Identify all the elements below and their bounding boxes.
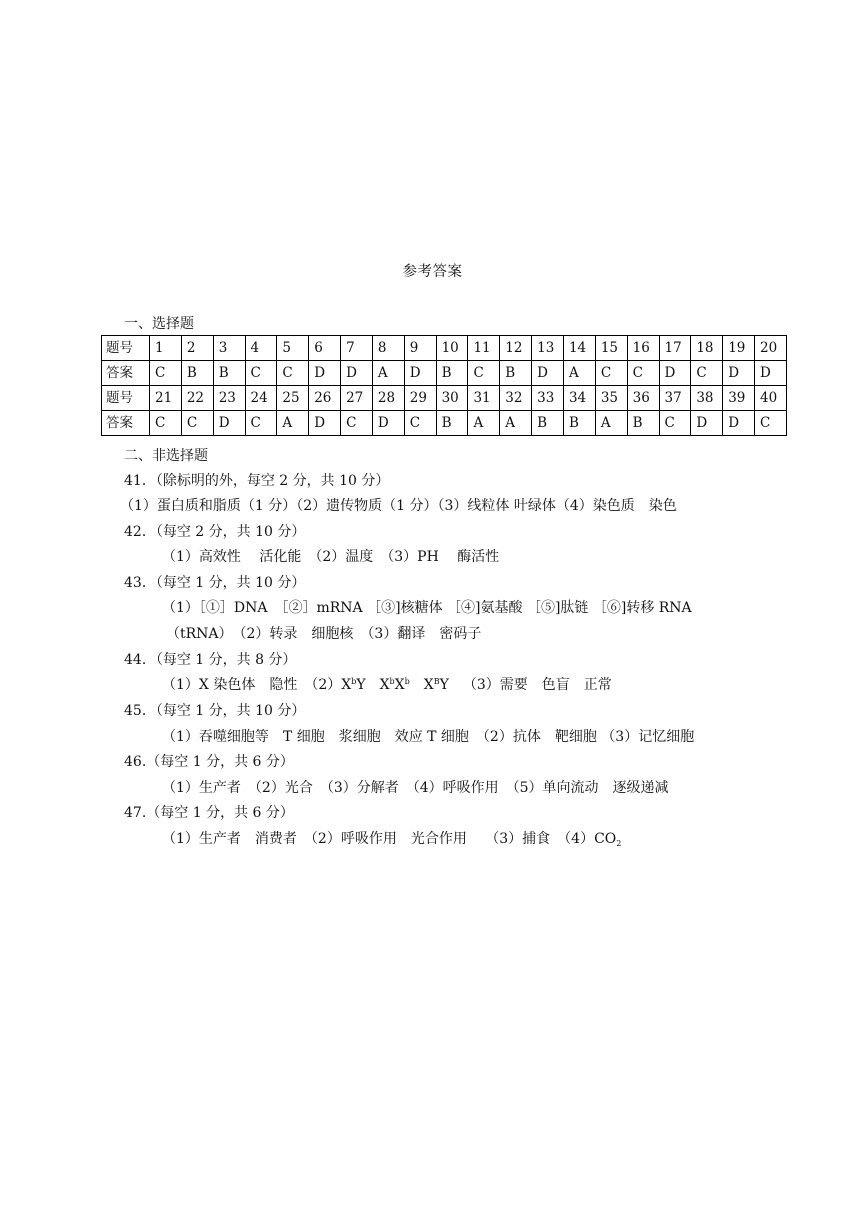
table-cell: 10 [436, 336, 468, 361]
genotype-1: $X^bY$ [341, 677, 366, 693]
table-cell: 26 [309, 386, 341, 411]
table-cell: 34 [563, 386, 595, 411]
table-cell: 13 [532, 336, 564, 361]
table-cell: A [563, 361, 595, 386]
table-cell: 16 [627, 336, 659, 361]
table-cell: C [277, 361, 309, 386]
table-cell: A [277, 411, 309, 436]
table-row [102, 336, 787, 361]
q43-answer-line2: （tRNA） （2）转录 细胞核 （3）翻译 密码子 [166, 626, 482, 642]
table-cell: 11 [468, 336, 500, 361]
table-cell: C [341, 411, 373, 436]
table-cell: B [532, 411, 564, 436]
q41-answer: （1）蛋白质和脂质（1 分）（2）遗传物质（1 分）（3）线粒体 叶绿体（4）染色质 染色 [120, 498, 677, 514]
table-cell: 32 [500, 386, 532, 411]
table-cell: 37 [659, 386, 691, 411]
q44-suffix: （3）需要 色盲 正常 [462, 677, 612, 693]
table-cell: B [500, 361, 532, 386]
table-cell: D [723, 411, 755, 436]
table-cell: 23 [213, 386, 245, 411]
table-cell: D [372, 411, 404, 436]
table-cell: 9 [404, 336, 436, 361]
table-cell: C [150, 411, 182, 436]
table-cell: 20 [755, 336, 787, 361]
table-row-label: 答案 [102, 411, 150, 436]
table-cell: 19 [723, 336, 755, 361]
table-cell: 25 [277, 386, 309, 411]
table-row-label: 答案 [102, 361, 150, 386]
table-cell: 27 [341, 386, 373, 411]
section-2-heading: 二、非选择题 [124, 448, 208, 464]
table-cell: B [181, 361, 213, 386]
table-cell: 18 [691, 336, 723, 361]
table-cell: C [659, 411, 691, 436]
table-cell: 21 [150, 386, 182, 411]
q47-text: （1）生产者 消费者 （2）呼吸作用 光合作用 （3）捕食 （4） [162, 831, 595, 847]
genotype-3: $X^BY$ [423, 677, 449, 693]
table-cell: D [691, 411, 723, 436]
table-cell: C [404, 411, 436, 436]
table-cell: C [691, 361, 723, 386]
table-cell: C [755, 411, 787, 436]
q42-header: 42．（每空 2 分，共 10 分） [124, 524, 306, 540]
table-cell: 6 [309, 336, 341, 361]
table-cell: A [500, 411, 532, 436]
table-cell: A [372, 361, 404, 386]
section-1-heading: 一、选择题 [124, 316, 194, 332]
table-cell: C [245, 411, 277, 436]
q44-answer [162, 674, 612, 694]
table-cell: C [150, 361, 182, 386]
table-cell: B [627, 411, 659, 436]
table-cell: 2 [181, 336, 213, 361]
table-cell: D [659, 361, 691, 386]
table-cell: D [341, 361, 373, 386]
table-cell: C [181, 411, 213, 436]
table-cell: 39 [723, 386, 755, 411]
table-row [102, 361, 787, 386]
table-cell: 35 [595, 386, 627, 411]
table-cell: D [404, 361, 436, 386]
answer-table [101, 335, 787, 436]
table-cell: A [595, 411, 627, 436]
table-cell: 29 [404, 386, 436, 411]
table-cell: 24 [245, 386, 277, 411]
table-cell: 17 [659, 336, 691, 361]
q45-answer: （1）吞噬细胞等 T 细胞 浆细胞 效应 T 细胞 （2）抗体 靶细胞 （3）记忆细胞 [162, 729, 695, 745]
table-cell: 28 [372, 386, 404, 411]
table-cell: 15 [595, 336, 627, 361]
table-cell: 22 [181, 386, 213, 411]
table-row [102, 386, 787, 411]
q47-answer [162, 828, 621, 848]
table-cell: B [436, 361, 468, 386]
table-row-label: 题号 [102, 336, 150, 361]
table-cell: C [595, 361, 627, 386]
page-title: 参考答案 [402, 264, 463, 280]
table-cell: D [755, 361, 787, 386]
table-cell: 12 [500, 336, 532, 361]
table-cell: 14 [563, 336, 595, 361]
table-cell: C [468, 361, 500, 386]
q43-header: 43．（每空 1 分，共 10 分） [124, 575, 306, 591]
table-cell: D [723, 361, 755, 386]
co2-formula: $CO_2$ [594, 831, 622, 848]
table-cell: 40 [755, 386, 787, 411]
table-cell: C [245, 361, 277, 386]
q46-answer: （1）生产者 （2）光合 （3）分解者 （4）呼吸作用 （5）单向流动 逐级递减 [162, 780, 669, 796]
table-cell: 1 [150, 336, 182, 361]
table-cell: 8 [372, 336, 404, 361]
table-cell: 31 [468, 386, 500, 411]
table-cell: A [468, 411, 500, 436]
table-cell: 7 [341, 336, 373, 361]
q43-answer-line1: （1）［①］DNA ［②］mRNA ［③]核糖体 ［④]氨基酸 ［⑤]肽链 ［⑥]转移 RNA [162, 600, 692, 616]
table-cell: D [309, 411, 341, 436]
table-cell: B [563, 411, 595, 436]
table-cell: 5 [277, 336, 309, 361]
table-cell: B [436, 411, 468, 436]
table-cell: 33 [532, 386, 564, 411]
table-cell: 36 [627, 386, 659, 411]
table-cell: D [309, 361, 341, 386]
q46-header: 46.（每空 1 分，共 6 分） [124, 754, 294, 770]
table-cell: D [532, 361, 564, 386]
table-cell: D [213, 411, 245, 436]
q42-answer: （1）高效性 活化能 （2）温度 （3）PH 酶活性 [162, 549, 500, 565]
table-cell: 38 [691, 386, 723, 411]
genotype-2: $X^bX^b$ [379, 677, 410, 693]
q47-header: 47.（每空 1 分，共 6 分） [124, 805, 294, 821]
table-cell: B [213, 361, 245, 386]
q44-prefix: （1）X 染色体 隐性 （2） [162, 677, 342, 693]
q41-header: 41．（除标明的外，每空 2 分，共 10 分） [124, 473, 390, 489]
table-row-label: 题号 [102, 386, 150, 411]
q45-header: 45．（每空 1 分，共 10 分） [124, 703, 306, 719]
table-row [102, 411, 787, 436]
table-cell: 4 [245, 336, 277, 361]
table-cell: C [627, 361, 659, 386]
q44-header: 44．（每空 1 分，共 8 分） [124, 652, 297, 668]
table-cell: 30 [436, 386, 468, 411]
table-cell: 3 [213, 336, 245, 361]
